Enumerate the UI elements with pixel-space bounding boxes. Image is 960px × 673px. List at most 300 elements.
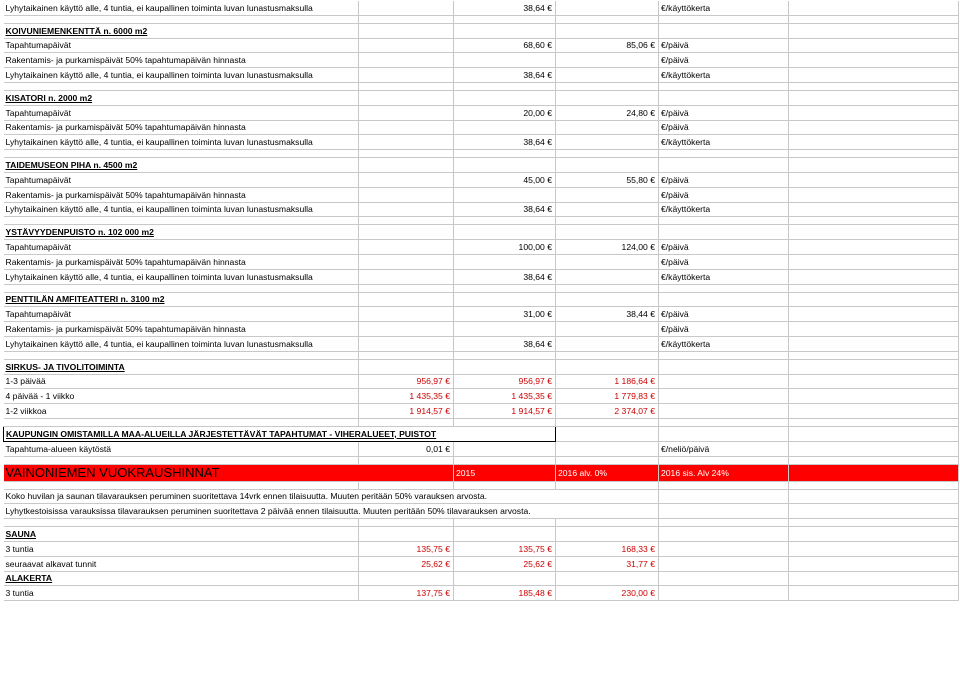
cell [789, 254, 959, 269]
cell [789, 1, 959, 15]
cell [4, 351, 359, 359]
sheet-row [4, 240, 959, 255]
cell [789, 404, 959, 419]
cell [789, 120, 959, 135]
cell: Lyhytaikainen käyttö alle, 4 tuntia, ei kaupallinen toiminta luvan lunastusmaksulla [4, 135, 359, 150]
cell: €/käyttökerta [659, 269, 789, 284]
cell: 1 914,57 € [359, 404, 454, 419]
cell: 38,64 € [454, 68, 556, 83]
cell [359, 15, 454, 23]
cell: €/neliö/päivä [659, 441, 789, 456]
cell [556, 158, 659, 173]
spacer-row [4, 351, 959, 359]
cell: 956,97 € [359, 374, 454, 389]
cell [359, 172, 454, 187]
cell [556, 269, 659, 284]
cell: SIRKUS- JA TIVOLITOIMINTA [4, 359, 359, 374]
cell [659, 404, 789, 419]
cell [359, 359, 454, 374]
cell [359, 150, 454, 158]
cell [659, 292, 789, 307]
cell [659, 284, 789, 292]
cell [359, 53, 454, 68]
sheet-row [4, 586, 959, 601]
sheet-row [4, 135, 959, 150]
cell [454, 90, 556, 105]
sheet-body [4, 1, 959, 601]
cell [659, 541, 789, 556]
sheet-row [4, 571, 959, 586]
cell: Lyhytaikainen käyttö alle, 4 tuntia, ei kaupallinen toiminta luvan lunastusmaksulla [4, 1, 359, 15]
cell [789, 15, 959, 23]
cell [454, 527, 556, 542]
cell [556, 481, 659, 489]
cell [789, 586, 959, 601]
sheet-row [4, 292, 959, 307]
spacer-row [4, 284, 959, 292]
spacer-row [4, 456, 959, 464]
cell [556, 202, 659, 217]
sheet-row [4, 322, 959, 337]
cell [789, 336, 959, 351]
cell [789, 187, 959, 202]
cell: KAUPUNGIN OMISTAMILLA MAA-ALUEILLA JÄRJESTETTÄVÄT TAPAHTUMAT - VIHERALUEET, PUISTOT [4, 426, 556, 441]
cell [454, 571, 556, 586]
sheet-row [4, 172, 959, 187]
cell [789, 571, 959, 586]
cell [454, 150, 556, 158]
cell [454, 359, 556, 374]
cell [454, 82, 556, 90]
cell [789, 202, 959, 217]
cell: 168,33 € [556, 541, 659, 556]
cell [659, 90, 789, 105]
cell [359, 120, 454, 135]
cell [359, 527, 454, 542]
cell [659, 23, 789, 38]
cell: Tapahtumapäivät [4, 38, 359, 53]
cell [556, 441, 659, 456]
cell: 24,80 € [556, 105, 659, 120]
cell [789, 464, 959, 481]
cell [359, 307, 454, 322]
cell [789, 53, 959, 68]
cell [659, 426, 789, 441]
cell: Rakentamis- ja purkamispäivät 50% tapahtumapäivän hinnasta [4, 254, 359, 269]
cell: KOIVUNIEMENKENTTÄ n. 6000 m2 [4, 23, 359, 38]
sheet-row [4, 504, 959, 519]
sheet-row [4, 489, 959, 504]
cell [789, 82, 959, 90]
sheet-row [4, 464, 959, 481]
cell [454, 418, 556, 426]
cell: 1 186,64 € [556, 374, 659, 389]
cell [556, 426, 659, 441]
cell [659, 359, 789, 374]
cell: €/päivä [659, 254, 789, 269]
sheet-row [4, 426, 959, 441]
sheet-row [4, 187, 959, 202]
cell [659, 586, 789, 601]
cell [4, 519, 359, 527]
cell: 31,00 € [454, 307, 556, 322]
sheet-row [4, 225, 959, 240]
cell [4, 456, 359, 464]
cell: SAUNA [4, 527, 359, 542]
cell [789, 135, 959, 150]
cell: VAINONIEMEN VUOKRAUSHINNAT [4, 464, 454, 481]
cell [789, 389, 959, 404]
cell [556, 456, 659, 464]
cell: Tapahtumapäivät [4, 105, 359, 120]
cell: €/käyttökerta [659, 68, 789, 83]
cell [556, 284, 659, 292]
cell [789, 105, 959, 120]
cell: 2015 [454, 464, 556, 481]
cell: €/päivä [659, 38, 789, 53]
cell [359, 351, 454, 359]
cell [359, 187, 454, 202]
cell [556, 359, 659, 374]
cell [789, 90, 959, 105]
cell: 38,44 € [556, 307, 659, 322]
cell [556, 23, 659, 38]
spacer-row [4, 217, 959, 225]
sheet-row [4, 202, 959, 217]
cell [556, 418, 659, 426]
cell: 135,75 € [454, 541, 556, 556]
cell [556, 53, 659, 68]
cell: 1 914,57 € [454, 404, 556, 419]
cell [454, 441, 556, 456]
cell [789, 225, 959, 240]
cell: €/päivä [659, 240, 789, 255]
cell: 230,00 € [556, 586, 659, 601]
cell: €/käyttökerta [659, 336, 789, 351]
cell: 38,64 € [454, 269, 556, 284]
cell [556, 254, 659, 269]
cell [359, 202, 454, 217]
cell [659, 389, 789, 404]
cell [359, 38, 454, 53]
sheet-row [4, 120, 959, 135]
cell [359, 519, 454, 527]
cell [454, 217, 556, 225]
cell: 137,75 € [359, 586, 454, 601]
cell: 45,00 € [454, 172, 556, 187]
cell: €/päivä [659, 53, 789, 68]
cell [556, 90, 659, 105]
cell: 4 päivää - 1 viikko [4, 389, 359, 404]
cell [359, 322, 454, 337]
spacer-row [4, 15, 959, 23]
cell [556, 519, 659, 527]
cell [359, 418, 454, 426]
cell [789, 23, 959, 38]
cell [454, 519, 556, 527]
cell: 3 tuntia [4, 586, 359, 601]
cell: 55,80 € [556, 172, 659, 187]
cell: Lyhytaikainen käyttö alle, 4 tuntia, ei kaupallinen toiminta luvan lunastusmaksulla [4, 202, 359, 217]
cell [789, 456, 959, 464]
spacer-row [4, 150, 959, 158]
cell [454, 53, 556, 68]
spacer-row [4, 519, 959, 527]
cell [4, 481, 359, 489]
cell: Rakentamis- ja purkamispäivät 50% tapahtumapäivän hinnasta [4, 120, 359, 135]
cell [789, 284, 959, 292]
cell [359, 135, 454, 150]
cell [454, 322, 556, 337]
cell [659, 15, 789, 23]
cell: 1-3 päivää [4, 374, 359, 389]
cell [4, 150, 359, 158]
cell: 25,62 € [454, 556, 556, 571]
cell: 38,64 € [454, 135, 556, 150]
cell [556, 120, 659, 135]
cell [789, 158, 959, 173]
cell [454, 23, 556, 38]
sheet-row [4, 527, 959, 542]
cell [789, 481, 959, 489]
cell: 185,48 € [454, 586, 556, 601]
cell [556, 217, 659, 225]
cell [359, 284, 454, 292]
cell [556, 68, 659, 83]
cell [789, 527, 959, 542]
cell [359, 269, 454, 284]
cell [359, 23, 454, 38]
cell: €/päivä [659, 307, 789, 322]
cell [556, 322, 659, 337]
spacer-row [4, 418, 959, 426]
cell [659, 571, 789, 586]
cell [4, 418, 359, 426]
cell: 956,97 € [454, 374, 556, 389]
sheet-row [4, 158, 959, 173]
cell [789, 292, 959, 307]
cell [789, 172, 959, 187]
sheet-row [4, 23, 959, 38]
cell [556, 351, 659, 359]
cell: Tapahtumapäivät [4, 172, 359, 187]
cell [659, 225, 789, 240]
cell [556, 82, 659, 90]
sheet-row [4, 307, 959, 322]
cell: 1 435,35 € [359, 389, 454, 404]
cell: Lyhytaikainen käyttö alle, 4 tuntia, ei kaupallinen toiminta luvan lunastusmaksulla [4, 336, 359, 351]
cell: 2016 alv. 0% [556, 464, 659, 481]
cell [789, 322, 959, 337]
spacer-row [4, 82, 959, 90]
cell [556, 571, 659, 586]
sheet-row [4, 1, 959, 15]
cell [556, 15, 659, 23]
cell: 1 435,35 € [454, 389, 556, 404]
cell [789, 269, 959, 284]
cell: Tapahtumapäivät [4, 240, 359, 255]
cell: 135,75 € [359, 541, 454, 556]
cell [556, 150, 659, 158]
cell [359, 217, 454, 225]
cell: ALAKERTA [4, 571, 359, 586]
cell [359, 1, 454, 15]
cell [454, 284, 556, 292]
spacer-row [4, 481, 959, 489]
cell [659, 456, 789, 464]
cell [789, 359, 959, 374]
sheet-row [4, 254, 959, 269]
cell: 2016 sis. Alv 24% [659, 464, 789, 481]
cell [4, 217, 359, 225]
cell: YSTÄVYYDENPUISTO n. 102 000 m2 [4, 225, 359, 240]
cell [789, 38, 959, 53]
cell [454, 351, 556, 359]
cell [789, 374, 959, 389]
cell: seuraavat alkavat tunnit [4, 556, 359, 571]
cell [556, 1, 659, 15]
cell: €/päivä [659, 120, 789, 135]
cell [659, 82, 789, 90]
cell [454, 292, 556, 307]
cell [659, 217, 789, 225]
sheet-row [4, 336, 959, 351]
cell [359, 456, 454, 464]
cell [454, 225, 556, 240]
cell [789, 418, 959, 426]
cell: 25,62 € [359, 556, 454, 571]
sheet-row [4, 269, 959, 284]
cell: 2 374,07 € [556, 404, 659, 419]
cell [789, 441, 959, 456]
cell: 1 779,83 € [556, 389, 659, 404]
cell: 38,64 € [454, 202, 556, 217]
cell [4, 15, 359, 23]
cell: €/käyttökerta [659, 202, 789, 217]
cell: Lyhytaikainen käyttö alle, 4 tuntia, ei kaupallinen toiminta luvan lunastusmaksulla [4, 68, 359, 83]
cell [359, 292, 454, 307]
cell [359, 254, 454, 269]
cell: Tapahtuma-alueen käytöstä [4, 441, 359, 456]
cell [359, 158, 454, 173]
cell [789, 68, 959, 83]
cell [659, 481, 789, 489]
sheet-row [4, 374, 959, 389]
cell [789, 150, 959, 158]
cell [659, 351, 789, 359]
cell: 38,64 € [454, 336, 556, 351]
cell [4, 82, 359, 90]
cell [454, 158, 556, 173]
sheet-row [4, 541, 959, 556]
cell [359, 336, 454, 351]
cell [454, 254, 556, 269]
sheet-row [4, 404, 959, 419]
cell [454, 120, 556, 135]
cell [789, 217, 959, 225]
cell [556, 527, 659, 542]
cell [789, 541, 959, 556]
cell: 38,64 € [454, 1, 556, 15]
cell [359, 82, 454, 90]
cell: Tapahtumapäivät [4, 307, 359, 322]
cell [556, 292, 659, 307]
cell [556, 187, 659, 202]
sheet-row [4, 90, 959, 105]
cell [659, 504, 789, 519]
cell [4, 284, 359, 292]
cell [359, 105, 454, 120]
cell: Lyhytaikainen käyttö alle, 4 tuntia, ei kaupallinen toiminta luvan lunastusmaksulla [4, 269, 359, 284]
cell: 0,01 € [359, 441, 454, 456]
price-sheet [3, 1, 959, 601]
sheet-row [4, 556, 959, 571]
cell [789, 519, 959, 527]
sheet-row [4, 53, 959, 68]
cell [789, 240, 959, 255]
cell [359, 240, 454, 255]
cell [789, 489, 959, 504]
cell [659, 418, 789, 426]
cell [454, 456, 556, 464]
cell [659, 150, 789, 158]
cell: €/päivä [659, 172, 789, 187]
cell: Lyhytkestoisissa varauksissa tilavarauksen peruminen suoritettava 2 päivää ennen tilaisuutta. Muuten peritään 50% tilavarauksen arvosta. [4, 504, 659, 519]
cell [454, 187, 556, 202]
cell: €/päivä [659, 187, 789, 202]
cell: Rakentamis- ja purkamispäivät 50% tapahtumapäivän hinnasta [4, 322, 359, 337]
cell: 124,00 € [556, 240, 659, 255]
cell [659, 527, 789, 542]
cell: PENTTILÄN AMFITEATTERI n. 3100 m2 [4, 292, 359, 307]
cell: Koko huvilan ja saunan tilavarauksen peruminen suoritettava 14vrk ennen tilaisuutta. Muuten peritään 50% varauksen arvosta. [4, 489, 659, 504]
cell [454, 481, 556, 489]
cell: 85,06 € [556, 38, 659, 53]
cell [659, 158, 789, 173]
cell: Rakentamis- ja purkamispäivät 50% tapahtumapäivän hinnasta [4, 187, 359, 202]
cell: 31,77 € [556, 556, 659, 571]
sheet-row [4, 359, 959, 374]
cell [556, 336, 659, 351]
cell [454, 15, 556, 23]
cell: €/käyttökerta [659, 135, 789, 150]
cell [659, 489, 789, 504]
cell [789, 307, 959, 322]
cell: 68,60 € [454, 38, 556, 53]
cell [659, 556, 789, 571]
cell [789, 426, 959, 441]
cell: €/päivä [659, 322, 789, 337]
cell: 20,00 € [454, 105, 556, 120]
cell [359, 225, 454, 240]
cell: KISATORI n. 2000 m2 [4, 90, 359, 105]
cell: 3 tuntia [4, 541, 359, 556]
sheet-row [4, 441, 959, 456]
cell [789, 351, 959, 359]
cell: Rakentamis- ja purkamispäivät 50% tapahtumapäivän hinnasta [4, 53, 359, 68]
cell: €/päivä [659, 105, 789, 120]
cell [789, 556, 959, 571]
cell: 100,00 € [454, 240, 556, 255]
sheet-row [4, 389, 959, 404]
cell [789, 504, 959, 519]
cell [659, 519, 789, 527]
cell: €/käyttökerta [659, 1, 789, 15]
cell [556, 135, 659, 150]
cell [556, 225, 659, 240]
cell [359, 481, 454, 489]
cell: TAIDEMUSEON PIHA n. 4500 m2 [4, 158, 359, 173]
